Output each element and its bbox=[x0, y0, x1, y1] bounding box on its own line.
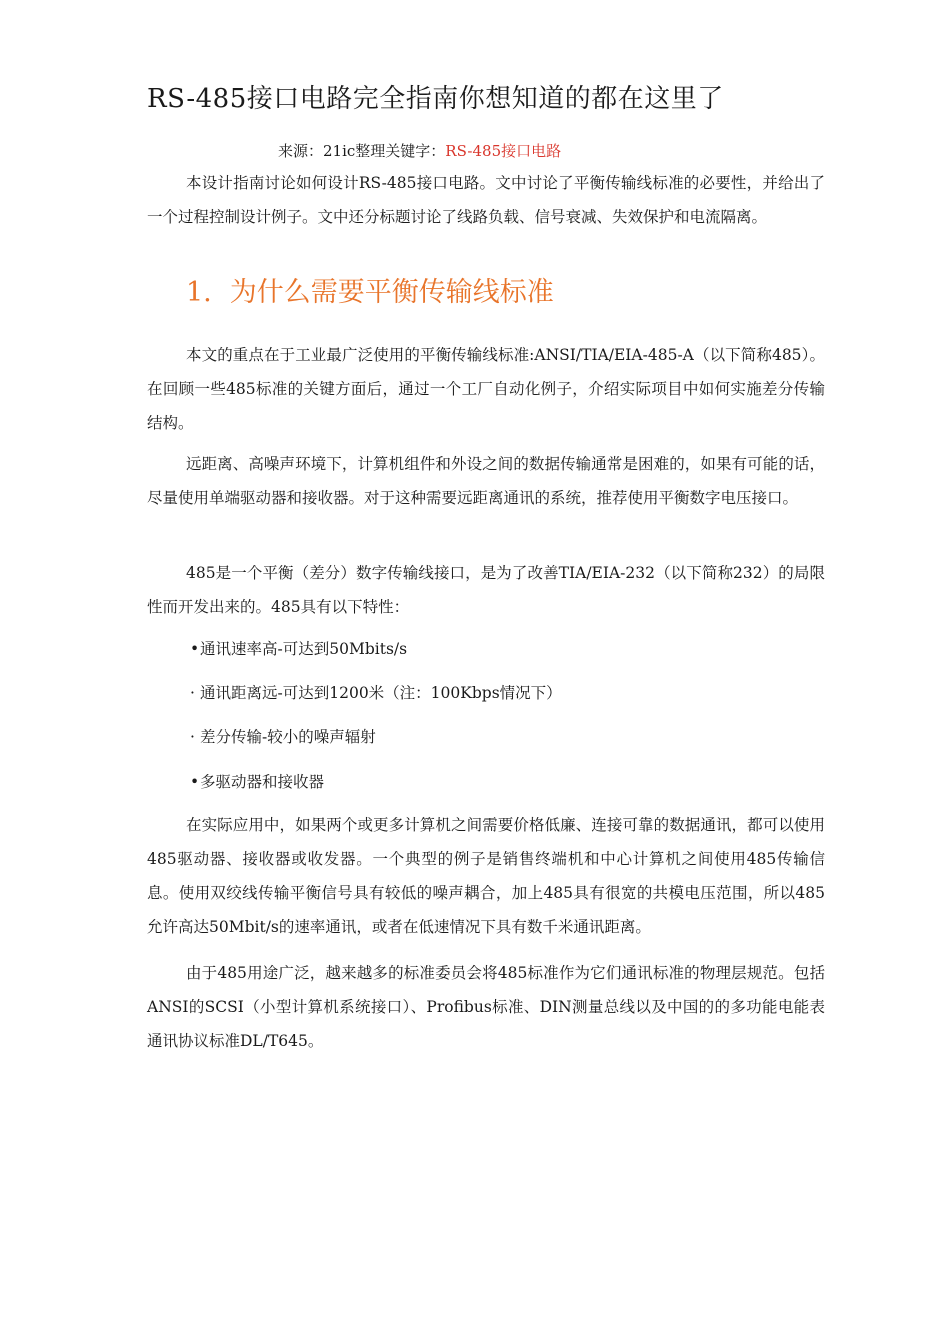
bullet-text: 多驱动器和接收器 bbox=[200, 773, 325, 791]
bullet-text: 通讯速率高-可达到50Mbits/s bbox=[200, 640, 408, 658]
list-item bbox=[190, 681, 562, 705]
paragraph-balanced-standard: 本文的重点在于工业最广泛使用的平衡传输线标准:ANSI/TIA/EIA-485-A（以下简称485）。在回顾一些485标准的关键方面后，通过一个工厂自动化例子，介绍实际项目中如何实施差分传输结构。 bbox=[147, 346, 825, 432]
document-title: RS-485接口电路完全指南你想知道的都在这里了 bbox=[147, 84, 724, 114]
paragraph-long-distance: 远距离、高噪声环境下，计算机组件和外设之间的数据传输通常是困难的，如果有可能的话，尽量使用单端驱动器和接收器。对于这种需要远距离通讯的系统，推荐使用平衡数字电压接口。 bbox=[147, 455, 825, 507]
bullet-text: 通讯距离远-可达到1200米（注：100Kbps情况下） bbox=[200, 684, 562, 702]
source-prefix: 来源：21ic整理关键字： bbox=[278, 142, 446, 160]
bullet-text: 差分传输-较小的噪声辐射 bbox=[200, 728, 376, 746]
source-line bbox=[278, 140, 561, 161]
bullet-marker: · bbox=[190, 684, 195, 702]
intro-paragraph: 本设计指南讨论如何设计RS-485接口电路。文中讨论了平衡传输线标准的必要性，并给出了一个过程控制设计例子。文中还分标题讨论了线路负载、信号衰减、失效保护和电流隔离。 bbox=[147, 174, 825, 226]
keyword-link[interactable]: RS-485接口电路 bbox=[445, 142, 562, 160]
paragraph-applications: 在实际应用中，如果两个或更多计算机之间需要价格低廉、连接可靠的数据通讯，都可以使用485驱动器、接收器或收发器。一个典型的例子是销售终端机和中心计算机之间使用485传输信息。使用双绞线传输平衡信号具有较低的噪声耦合，加上485具有很宽的共模电压范围，所以485允许高达50Mbit/s的速率通讯，或者在低速情况下具有数千米通讯距离。 bbox=[147, 816, 825, 936]
section-title: 为什么需要平衡传输线标准 bbox=[229, 277, 554, 308]
list-item bbox=[190, 637, 407, 661]
paragraph-485-intro: 485是一个平衡（差分）数字传输线接口，是为了改善TIA/EIA-232（以下简称232）的局限性而开发出来的。485具有以下特性： bbox=[147, 564, 825, 616]
bullet-marker: • bbox=[190, 773, 200, 791]
section-heading bbox=[186, 270, 554, 309]
bullet-marker: • bbox=[190, 640, 200, 658]
paragraph-standards: 由于485用途广泛，越来越多的标准委员会将485标准作为它们通讯标准的物理层规范。包括ANSI的SCSI（小型计算机系统接口）、Profibus标准、DIN测量总线以及中国的的多功能电能表通讯协议标准DL/T645。 bbox=[147, 964, 825, 1050]
list-item bbox=[190, 770, 324, 794]
list-item bbox=[190, 725, 376, 749]
section-number: 1. bbox=[186, 277, 212, 308]
bullet-marker: · bbox=[190, 728, 195, 746]
